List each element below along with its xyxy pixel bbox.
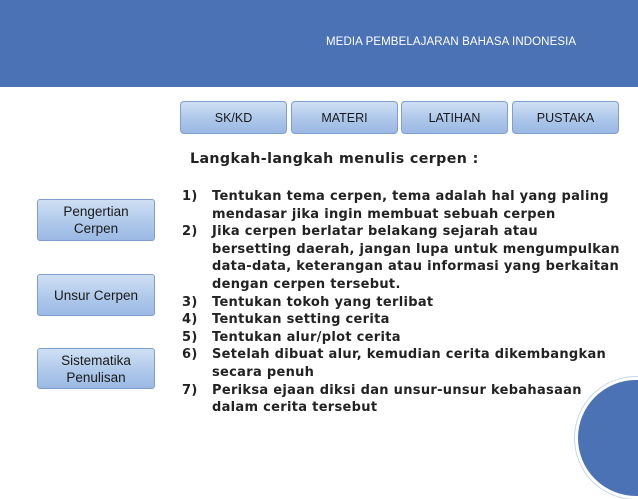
step-number: 4) [182, 312, 198, 328]
step-number: 7) [182, 382, 198, 398]
list-item [182, 294, 622, 312]
list-item [182, 311, 622, 329]
tab-latihan[interactable]: LATIHAN [401, 101, 508, 134]
page-title: MEDIA PEMBELAJARAN BAHASA INDONESIA [326, 36, 577, 48]
sidebar-item-label: Pengertian Cerpen [63, 204, 129, 236]
sidebar-item-unsur-cerpen[interactable] [37, 274, 155, 316]
tab-sk-kd[interactable]: SK/KD [180, 101, 287, 134]
list-item [182, 382, 622, 417]
tab-pustaka[interactable]: PUSTAKA [512, 101, 619, 134]
step-text: Setelah dibuat alur, kemudian cerita dikembangkan secara penuh [212, 347, 607, 380]
step-text: Tentukan tokoh yang terlibat [212, 294, 434, 310]
steps-list [182, 188, 622, 417]
step-text: Jika cerpen berlatar belakang sejarah atau bersetting daerah, jangan lupa untuk mengumpulkan data-data, keterangan atau informasi yang berkaitan dengan cerpen tersebut. [212, 224, 620, 292]
list-item [182, 329, 622, 347]
step-number: 3) [182, 294, 198, 310]
header-banner [0, 0, 638, 87]
step-text: Periksa ejaan diksi dan unsur-unsur kebahasaan dalam cerita tersebut [212, 382, 582, 416]
step-text: Tentukan alur/plot cerita [212, 329, 401, 345]
sidebar-item-label: Sistematika Penulisan [61, 352, 131, 385]
list-item [182, 188, 622, 223]
sidebar-item-pengertian-cerpen[interactable] [37, 199, 155, 241]
list-item [182, 346, 622, 381]
step-text: Tentukan setting cerita [212, 312, 390, 328]
sidebar-item-label: Unsur Cerpen [53, 287, 139, 303]
step-number: 1) [182, 189, 198, 204]
step-number: 6) [182, 347, 198, 363]
step-number: 5) [182, 329, 198, 345]
list-item [182, 223, 622, 293]
step-text: Tentukan tema cerpen, tema adalah hal yang paling mendasar jika ingin membuat sebuah cerpen [212, 189, 609, 222]
step-number: 2) [182, 224, 198, 240]
sidebar-item-sistematika-penulisan[interactable] [37, 348, 155, 389]
content-heading: Langkah-langkah menulis cerpen : [190, 151, 479, 167]
tab-materi[interactable]: MATERI [291, 101, 398, 134]
